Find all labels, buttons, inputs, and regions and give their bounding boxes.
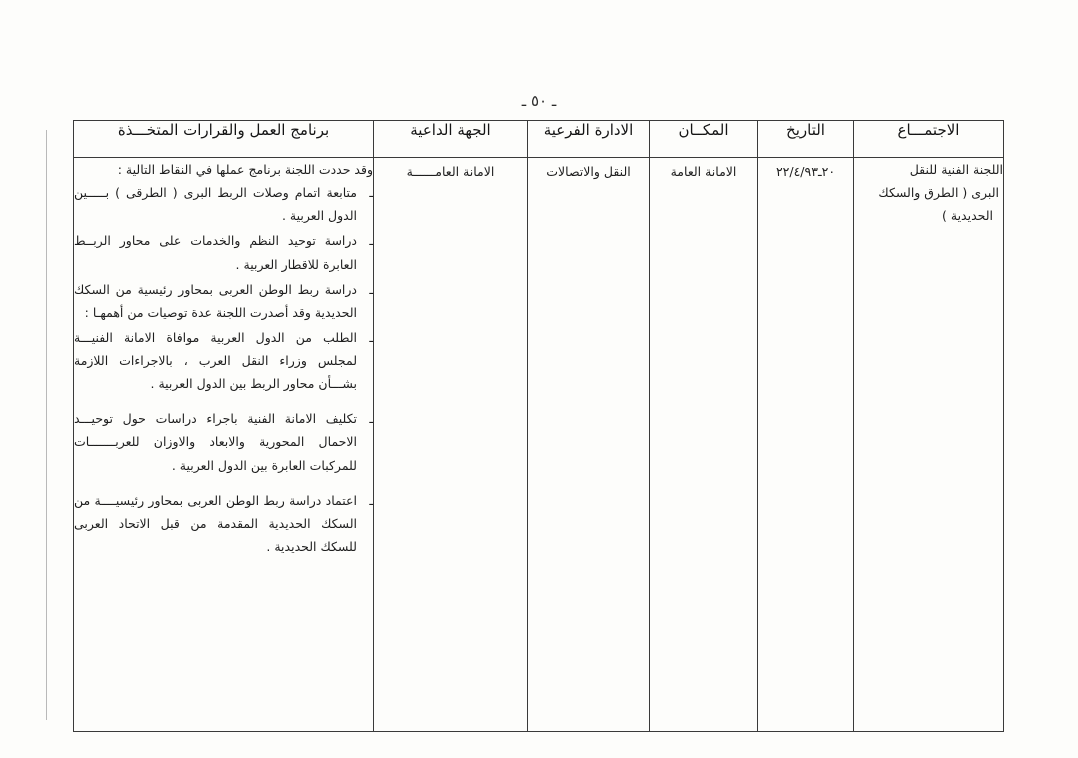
cell-program: [74, 158, 374, 732]
program-item: [74, 181, 373, 227]
column-header-meeting: الاجتمـــاع: [854, 121, 1004, 158]
table-header-row: [74, 121, 1004, 158]
cell-subadmin: [528, 158, 650, 732]
program-items-list: [74, 181, 373, 395]
cell-meeting: [854, 158, 1004, 732]
dash-marker: ـ: [369, 281, 373, 297]
program-item-text: متابعة اتمام وصلات الربط البرى ( الطرقى ) بـــــين الدول العربية .: [74, 185, 357, 224]
column-header-program: برنامج العمل والقرارات المتخـــذة: [74, 121, 374, 158]
program-item-text: تكليف الامانة الفنية باجراء دراسات حول توحيـــد الاحمال المحورية والابعاد والاوزان للعربـــــــات للمركبات العابرة بين الدول العربية .: [74, 411, 357, 473]
program-decision-block-1: [74, 407, 373, 476]
dash-marker: ـ: [369, 492, 373, 508]
cell-place: [650, 158, 758, 732]
column-header-caller: الجهة الداعية: [374, 121, 528, 158]
table-row: [74, 158, 1004, 732]
program-intro: وقد حددت اللجنة برنامج عملها في النقاط التالية :: [117, 162, 373, 177]
sub-administration: النقل والاتصالات: [546, 164, 631, 179]
meeting-name-line-1: اللجنة الفنية للنقل: [909, 162, 1003, 177]
program-item: [74, 229, 373, 275]
cell-caller: [374, 158, 528, 732]
calling-body: الامانة العامــــــة: [406, 164, 495, 179]
meeting-place: الامانة العامة: [670, 164, 737, 179]
program-item: [74, 489, 373, 558]
dash-marker: ـ: [369, 411, 373, 427]
column-header-date: التاريخ: [758, 121, 854, 158]
program-item-text: اعتماد دراسة ربط الوطن العربى بمحاور رئيسيــــة من السكك الحديدية المقدمة من قبل الاتحاد العربى للسكك الحديدية .: [74, 492, 357, 554]
cell-date: [758, 158, 854, 732]
dash-marker: ـ: [369, 233, 373, 249]
program-item-text: الطلب من الدول العربية موافاة الامانة الفنيـــة لمجلس وزراء النقل العرب ، بالاجراءات اللازمة بشـــأن محاور الربط بين الدول العربية .: [74, 329, 357, 392]
records-table: [73, 120, 1004, 732]
program-item: [74, 326, 373, 395]
program-item-text: دراسة ربط الوطن العربى بمحاور رئيسية من السكك الحديدية وقد أصدرت اللجنة عدة توصيات من أهمهـا :: [74, 281, 357, 320]
program-item: [74, 278, 373, 324]
program-item-text: دراسة توحيد النظم والخدمات على محاور الربــط العابرة للاقطار العربية .: [74, 233, 357, 272]
records-table-container: [74, 120, 1004, 732]
program-decision-block-2: [74, 489, 373, 558]
page-number: ـ ٥٠ ـ: [521, 92, 557, 110]
column-header-place: المكــان: [650, 121, 758, 158]
meeting-date: ٢٠ـ٢٢/٤/٩٣: [775, 164, 836, 179]
meeting-name-line-3: الحديدية ): [942, 208, 993, 224]
scan-edge-mark: [46, 130, 47, 720]
meeting-name-line-2: البرى ( الطرق والسكك: [878, 185, 999, 201]
column-header-subadmin: الادارة الفرعية: [528, 121, 650, 158]
program-item: [74, 407, 373, 476]
dash-marker: ـ: [369, 185, 373, 201]
dash-marker: ـ: [369, 329, 373, 345]
